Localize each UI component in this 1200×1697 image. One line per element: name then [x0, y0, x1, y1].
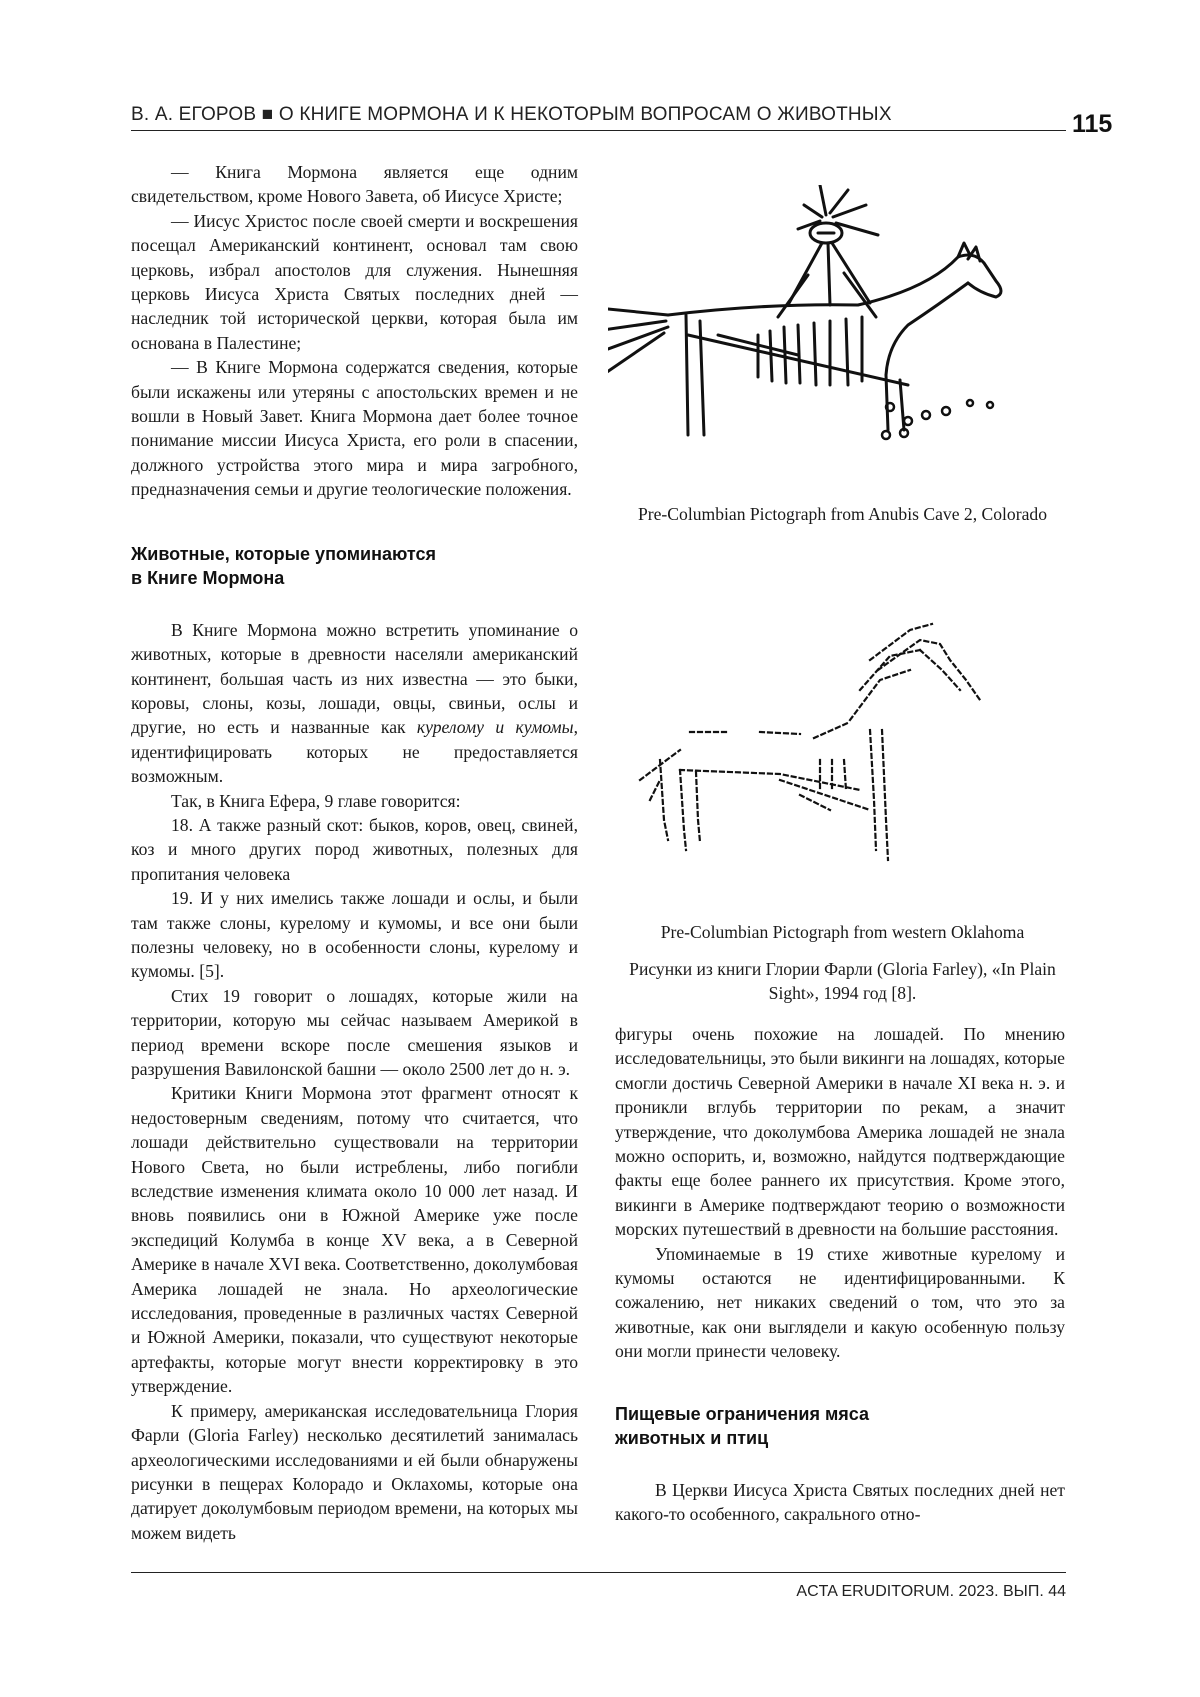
- figures-source-caption: Рисунки из книги Глории Фарли (Gloria Farley), «In Plain Sight», 1994 год [8].: [629, 959, 1056, 1003]
- body-paragraph: В Церкви Иисуса Христа Святых последних дней нет какого-то особенного, сакрального отно-: [615, 1479, 1065, 1525]
- body-paragraph: К примеру, американская исследовательница Глория Фарли (Gloria Farley) несколько десятилетий занималась археологическими исследованиями и ей были обнаружены рисунки в пещерах Колорадо и Оклахомы, которые она датирует доколумбовым периодом времени, на которых мы можем видеть: [131, 1400, 578, 1543]
- journal-name: ACTA ERUDITORUM. 2023. ВЫП. 44: [796, 1583, 1066, 1600]
- section-heading-line: Пищевые ограничения мяса: [615, 1403, 870, 1424]
- body-paragraph: Критики Книги Мормона этот фрагмент относят к недостоверным сведениям, потому что считается, что лошади действительно существовали на территории Нового Света, но были истреблены, либо погибли вследствие изменения климата около 10 000 лет назад. И вновь появились они в Южной Америке уже после экспедиций Колумба в конце XV века, а в Северной Америке в начале XVI века. Соответственно, доколумбовая Америка лошадей не знала. Но археологические исследования, проведенные в различных частях Северной и Южной Америки, показали, что существуют некоторые артефакты, которые могут внести корректировку в это утверждение.: [131, 1083, 578, 1397]
- figure2-caption: Pre-Columbian Pictograph from western Oklahoma: [660, 922, 1025, 942]
- body-paragraph: [131, 618, 578, 789]
- body-paragraph: Так, в Книга Ефера, 9 главе говорится:: [171, 790, 461, 811]
- body-paragraph: Упоминаемые в 19 стихе животные курелому и кумомы остаются не идентифицированными. К сожалению, нет никаких сведений о том, что это за животные, как они выглядели и какую особенную пользу они могли принести человеку.: [615, 1243, 1065, 1362]
- body-paragraph: Стих 19 говорит о лошадях, которые жили на территории, которую мы сейчас называем Америкой в период времени вскоре после смешения языков и разрушения Вавилонской башни — около 2500 лет до н. э.: [131, 985, 578, 1079]
- running-header: [131, 104, 1066, 131]
- section-heading-line: в Книге Мормона: [131, 567, 285, 588]
- section-heading-dietary: [615, 1402, 1065, 1450]
- figure-oklahoma-pictograph: [620, 620, 1060, 895]
- text-run: В Книге Мормона можно встретить упоминание о животных, которые в древности населяли американский континент, большая часть из них известна — это быки, коровы, слоны, козы, лошади, овцы, свиньи, ослы и другие, но есть и названные как: [131, 619, 578, 738]
- page-footer: [131, 1572, 1066, 1600]
- quote-verse: 19. И у них имелись также лошади и ослы, и были там также слоны, курелому и кумомы, и все они были полезны человеку, но в особенности слоны, курелому и кумомы. [5].: [131, 888, 578, 982]
- body-paragraph: фигуры очень похожие на лошадей. По мнению исследовательницы, это были викинги на лошадях, которые смогли достичь Северной Америки в начале XI века н. э. и проникли вглубь территории по рекам, а значит утверждение, что доколумбова Америка лошадей не знала можно оспорить, и, возможно, найдутся подтверждающие факты еще более раннего их присутствия. Кроме этого, викинги в Америке подтверждают теорию о возможности морских путешествий в древности на большие расстояния.: [615, 1024, 1065, 1240]
- horse-rider-drawing: [608, 185, 1068, 485]
- figure-anubis-cave-pictograph: [608, 185, 1068, 485]
- section-heading-line: Животные, которые упоминаются: [131, 543, 436, 564]
- left-column: [131, 160, 578, 1545]
- running-title: В. А. ЕГОРОВ ■ О КНИГЕ МОРМОНА И К НЕКОТОРЫМ ВОПРОСАМ О ЖИВОТНЫХ: [131, 104, 892, 125]
- section-heading-line: животных и птиц: [615, 1427, 769, 1448]
- intro-paragraph: — В Книге Мормона содержатся сведения, которые были искажены или утеряны с апостольских времен и не вошли в Новый Завет. Книга Мормона дает более точное понимание миссии Иисуса Христа, его роли в спасении, должного устройства этого мира и мира загробного, предназначения семьи и другие теологические положения.: [131, 357, 578, 500]
- figure1-caption: Pre-Columbian Pictograph from Anubis Cave 2, Colorado: [637, 504, 1047, 524]
- section-heading-animals: [131, 542, 578, 590]
- intro-paragraph: — Иисус Христос после своей смерти и воскрешения посещал Американский континент, основал там свою церковь, избрал апостолов для служения. Нынешняя церковь Иисуса Христа Святых последних дней — наследник той исторической церкви, которая была им основана в Палестине;: [131, 210, 578, 353]
- dotted-horse-drawing: [620, 620, 1060, 895]
- page-number: 115: [1072, 110, 1113, 138]
- italic-term: курелому и кумомы: [416, 717, 574, 738]
- intro-paragraph: — Книга Мормона является еще одним свидетельством, кроме Нового Завета, об Иисусе Христе;: [131, 162, 578, 207]
- right-column: [615, 1022, 1065, 1527]
- text-run: , идентифицировать которых не предоставляется возможным.: [131, 717, 578, 787]
- quote-verse: 18. А также разный скот: быков, коров, овец, свиней, коз и много других пород животных, полезных для пропитания человека: [131, 814, 578, 884]
